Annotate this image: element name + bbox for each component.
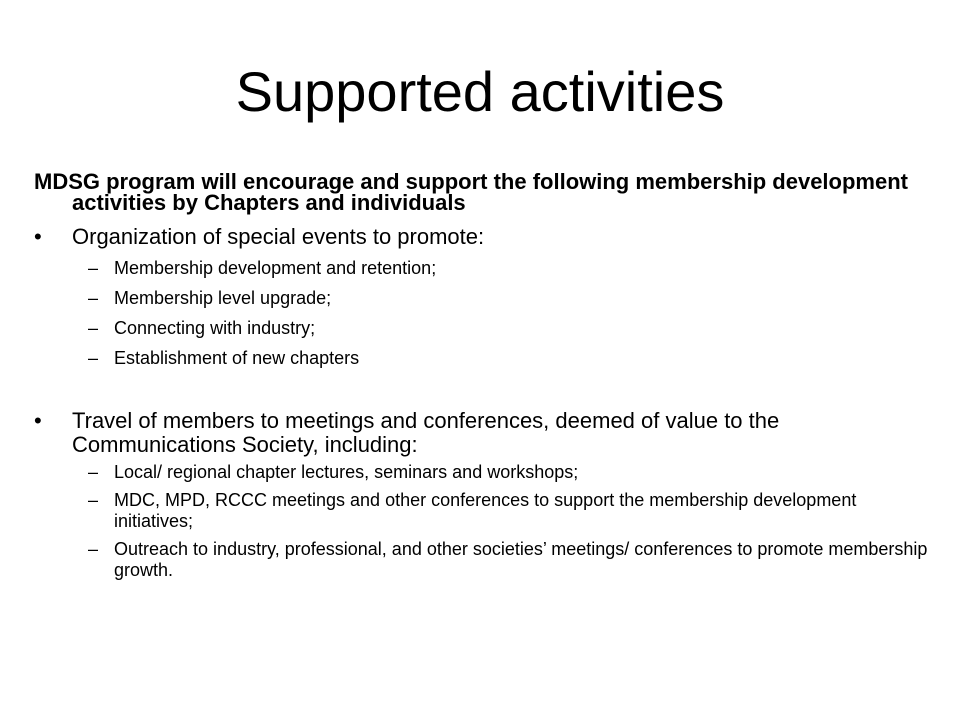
sub-item [34,318,934,339]
sub-item [34,348,934,369]
sub-item [34,462,934,483]
sub-item [34,490,934,532]
dash-marker: – [88,539,99,559]
slide-title: Supported activities [235,60,725,123]
sub-list-travel [34,462,934,581]
intro-text: MDSG program will encourage and support the following membership development activities by Chapters and individuals [34,169,908,215]
sub-list-special-events [34,258,934,369]
sub-item-text: Local/ regional chapter lectures, seminars and workshops; [114,462,579,482]
bullet-text: Travel of members to meetings and conferences, deemed of value to the Communications Society, including: [72,408,780,457]
sub-item-text: Outreach to industry, professional, and other societies’ meetings/ conferences to promote membership growth. [114,539,928,580]
bullet-item-travel [34,409,934,457]
slide-body [34,171,934,581]
dash-marker: – [88,288,99,308]
dash-marker: – [88,462,99,482]
sub-item-text: Establishment of new chapters [114,348,360,368]
dash-marker: – [88,490,99,510]
bullet-item-special-events [34,225,934,249]
sub-item-text: MDC, MPD, RCCC meetings and other conferences to support the membership development initiatives; [114,490,857,531]
sub-item [34,288,934,309]
dash-marker: – [88,258,99,278]
sub-item-text: Connecting with industry; [114,318,316,338]
bullet-marker: • [34,408,42,433]
sub-item-text: Membership development and retention; [114,258,437,278]
sub-item [34,539,934,581]
sub-item [34,258,934,279]
bullet-marker: • [34,224,42,249]
dash-marker: – [88,318,99,338]
sub-item-text: Membership level upgrade; [114,288,332,308]
dash-marker: – [88,348,99,368]
bullet-text: Organization of special events to promote: [72,224,485,249]
